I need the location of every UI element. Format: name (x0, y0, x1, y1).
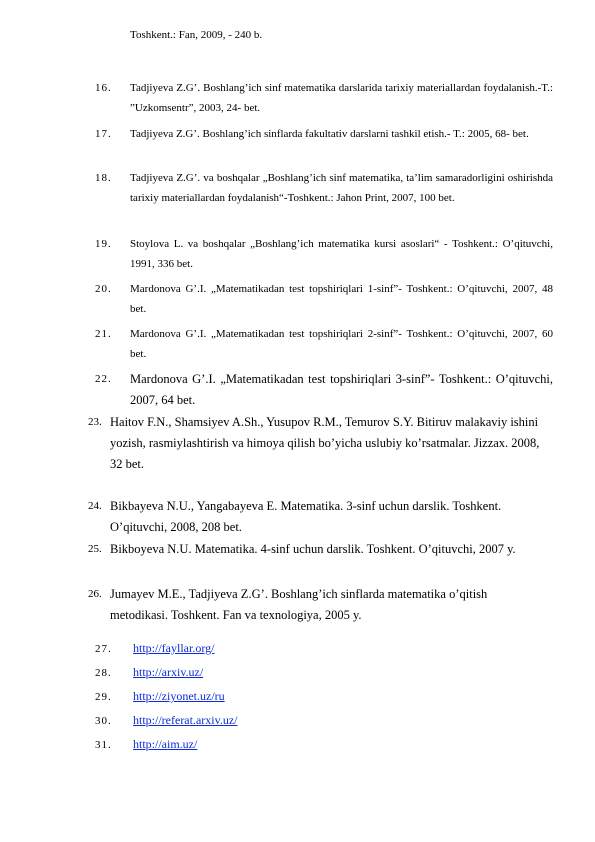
reference-text: Bikboyeva N.U. Matematika. 4-sinf uchun darslik. Toshkent. O’qituvchi, 2007 y. (110, 542, 516, 556)
reference-link[interactable]: http://aim.uz/ (133, 737, 198, 751)
reference-item (88, 412, 548, 475)
reference-number: 17. (95, 128, 112, 140)
reference-link[interactable]: http://ziyonet.uz/ru (133, 689, 225, 703)
reference-item (95, 26, 553, 46)
reference-item (95, 325, 553, 364)
reference-item (95, 235, 553, 274)
reference-number: 22. (95, 373, 112, 385)
link-number: 28. (95, 667, 112, 679)
reference-item (95, 369, 553, 411)
reference-number: 24. (88, 500, 102, 512)
reference-item (95, 79, 553, 118)
reference-text: Tadjiyeva Z.G’. Boshlang’ich sinf matematika darslarida tarixiy materiallardan foydalanish.-T.: ”Uzkomsentr”, 2003, 24- bet. (130, 82, 553, 114)
reference-number: 16. (95, 82, 112, 94)
reference-number: 25. (88, 543, 102, 555)
reference-item (95, 169, 553, 208)
reference-link[interactable]: http://referat.arxiv.uz/ (133, 713, 238, 727)
link-item (95, 639, 214, 659)
reference-number: 18. (95, 172, 112, 184)
reference-text: Mardonova G’.I. „Matematikadan test topshiriqlari 3-sinf”- Toshkent.: O’qituvchi, 2007, 64 bet. (130, 372, 553, 407)
link-item (95, 711, 238, 731)
reference-text: Bikbayeva N.U., Yangabayeva E. Matematika. 3-sinf uchun darslik. Toshkent. O’qituvchi, 2008, 208 bet. (110, 499, 502, 534)
reference-number: 20. (95, 283, 112, 295)
reference-text: Haitov F.N., Shamsiyev A.Sh., Yusupov R.M., Temurov S.Y. Bitiruv malakaviy ishini yozish, rasmiylashtirish va himoya qilish bo’yicha uslubiy ko’rsatmalar. Jizzax. 2008, 32 bet. (110, 415, 540, 471)
link-item (95, 735, 197, 755)
reference-item (95, 125, 553, 145)
reference-text: Tadjiyeva Z.G’. va boshqalar „Boshlang’ich sinf matematika, ta’lim samaradorligini oshirishda tarixiy materiallardan foydalanish“-Toshkent.: Jahon Print, 2007, 100 bet. (130, 172, 553, 204)
reference-text: Mardonova G’.I. „Matematikadan test topshiriqlari 2-sinf”- Toshkent.: O’qituvchi, 2007, 60 bet. (130, 328, 553, 360)
link-number: 30. (95, 715, 112, 727)
reference-number: 26. (88, 588, 102, 600)
reference-item (95, 280, 553, 319)
reference-text: Jumayev M.E., Tadjiyeva Z.G’. Boshlang’ich sinflarda matematika o’qitish metodikasi. Toshkent. Fan va texnologiya, 2005 y. (110, 587, 488, 622)
link-item (95, 687, 225, 707)
reference-number: 23. (88, 416, 102, 428)
reference-text: Tadjiyeva Z.G’. Boshlang’ich sinflarda fakultativ darslarni tashkil etish.- T.: 2005, 68- bet. (130, 128, 529, 140)
link-number: 27. (95, 643, 112, 655)
link-item (95, 663, 203, 683)
reference-text: Mardonova G’.I. „Matematikadan test topshiriqlari 1-sinf”- Toshkent.: O’qituvchi, 2007, 48 bet. (130, 283, 553, 315)
reference-item (88, 539, 548, 560)
link-number: 29. (95, 691, 112, 703)
reference-text: Toshkent.: Fan, 2009, - 240 b. (130, 29, 263, 41)
reference-number: 21. (95, 328, 112, 340)
reference-item (88, 584, 548, 626)
reference-link[interactable]: http://fayllar.org/ (133, 641, 215, 655)
reference-item (88, 496, 548, 538)
reference-number: 19. (95, 238, 112, 250)
reference-text: Stoylova L. va boshqalar „Boshlang’ich matematika kursi asoslari“ - Toshkent.: O’qituvchi, 1991, 336 bet. (130, 238, 553, 270)
link-number: 31. (95, 739, 112, 751)
reference-link[interactable]: http://arxiv.uz/ (133, 665, 204, 679)
